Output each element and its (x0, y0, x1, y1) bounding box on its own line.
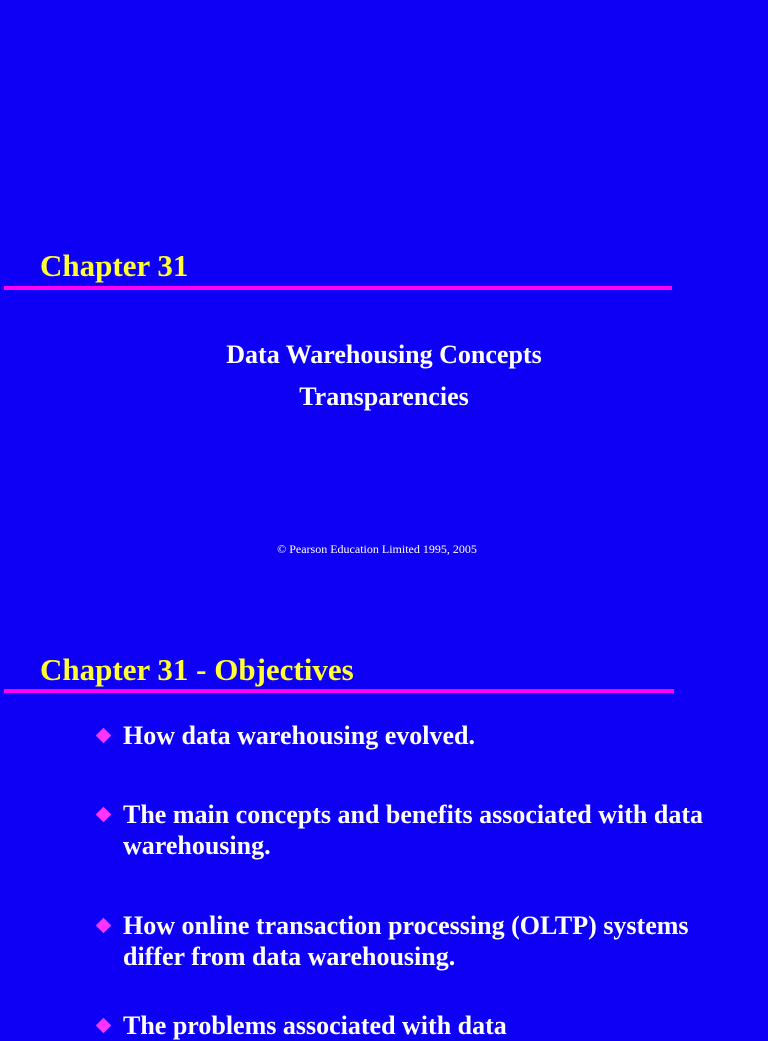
diamond-bullet-icon (96, 1018, 112, 1034)
objective-item (94, 720, 754, 751)
objectives-slide (0, 620, 768, 1040)
objective-item (94, 799, 754, 861)
subtitle-line: Transparencies (299, 382, 469, 411)
diamond-bullet-icon (96, 918, 112, 934)
title-divider (4, 286, 672, 290)
diamond-bullet-icon (96, 728, 112, 744)
objective-text: The main concepts and benefits associated with data warehousing. (123, 800, 703, 860)
subtitle-block (0, 334, 768, 418)
objective-item (94, 910, 754, 972)
diamond-bullet-icon (96, 807, 112, 823)
title-divider (4, 689, 674, 693)
objective-text: How online transaction processing (OLTP) systems differ from data warehousing. (123, 911, 689, 971)
objective-text: The problems associated with data (123, 1011, 507, 1040)
chapter-title: Chapter 31 (40, 248, 189, 283)
subtitle-line: Data Warehousing Concepts (226, 340, 542, 369)
objective-item (94, 1010, 754, 1041)
objective-text: How data warehousing evolved. (123, 721, 475, 750)
copyright-notice: © Pearson Education Limited 1995, 2005 (277, 542, 477, 556)
objectives-title: Chapter 31 - Objectives (40, 652, 354, 687)
